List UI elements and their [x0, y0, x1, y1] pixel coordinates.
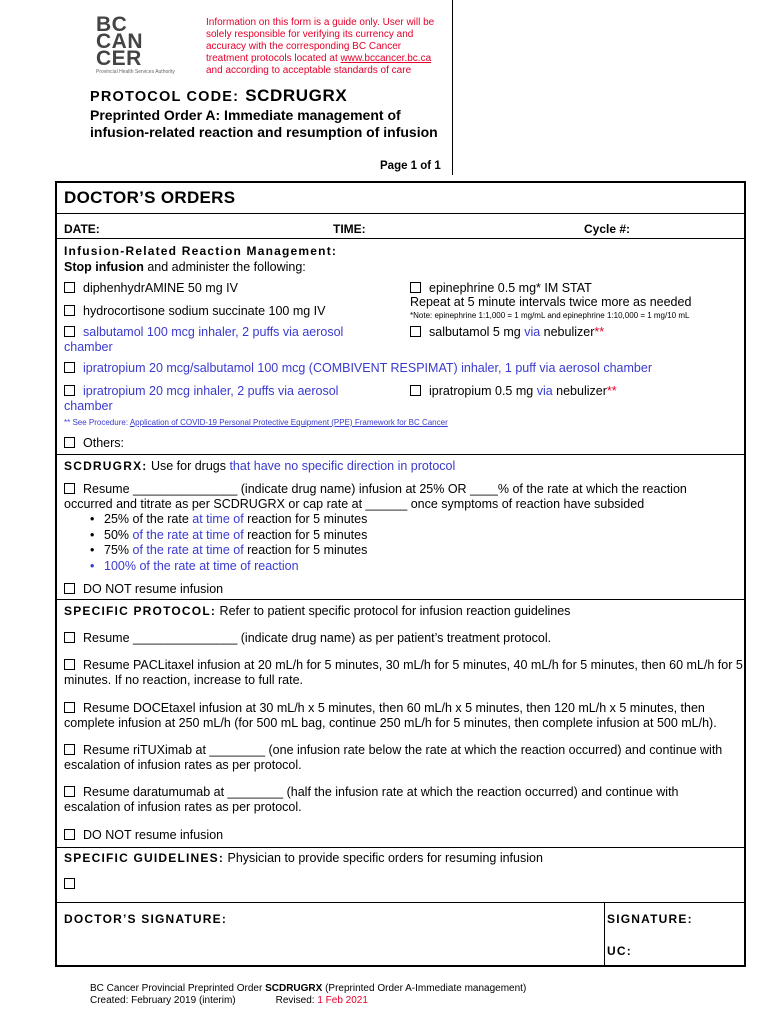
ipratropium-inhaler-option[interactable]	[64, 384, 364, 414]
footer-revised-label: Revised:	[275, 995, 318, 1006]
combivent-option[interactable]	[64, 361, 652, 376]
divider	[57, 599, 744, 600]
guidelines-option[interactable]	[64, 877, 83, 892]
logo-line: BC	[96, 13, 128, 36]
checkbox[interactable]	[64, 659, 75, 670]
protocol-donot-option[interactable]	[64, 828, 223, 843]
titration-list	[86, 512, 367, 574]
list-item	[86, 559, 367, 575]
docetaxel-option[interactable]	[64, 701, 744, 731]
logo-subtitle: Provincial Health Services Authority	[96, 69, 175, 75]
signature-divider	[604, 902, 605, 966]
list-item-text: 50%	[104, 527, 133, 542]
option-label: ipratropium 20 mcg/salbutamol 100 mcg (COMBIVENT RESPIMAT) inhaler, 1 puff via aerosol chamber	[83, 361, 652, 375]
daratumumab-option[interactable]	[64, 785, 704, 815]
paclitaxel-option[interactable]	[64, 658, 744, 688]
logo-line: CAN	[96, 30, 143, 53]
checkbox[interactable]	[410, 326, 421, 337]
stop-infusion-rest: and administer the following:	[143, 260, 306, 274]
uc-field[interactable]: UC:	[607, 944, 632, 958]
option-label: diphenhydrAMINE 50 mg IV	[83, 281, 238, 295]
scdrugrx-heading-row	[64, 459, 455, 474]
list-item-blue: at time of	[192, 512, 244, 526]
scdrugrx-donot-option[interactable]	[64, 582, 223, 597]
disclaimer-tail: and according to acceptable standards of care	[206, 65, 412, 76]
checkbox[interactable]	[64, 326, 75, 337]
checkbox[interactable]	[64, 632, 75, 643]
option-label-tail: nebulizer	[540, 325, 595, 339]
option-label-via: via	[536, 384, 553, 398]
specific-protocol-desc: Refer to patient specific protocol for infusion reaction guidelines	[216, 604, 571, 618]
procedure-note	[64, 418, 448, 427]
checkbox[interactable]	[64, 483, 75, 494]
protocol-code-label: PROTOCOL CODE:	[90, 89, 240, 105]
footnote-stars: **	[594, 325, 605, 339]
specific-protocol-heading: SPECIFIC PROTOCOL:	[64, 604, 217, 618]
salbutamol-inhaler-option[interactable]	[64, 325, 364, 355]
list-item	[86, 528, 367, 544]
doctor-signature-field[interactable]: DOCTOR’S SIGNATURE:	[64, 912, 228, 926]
procedure-link[interactable]: Application of COVID-19 Personal Protective Equipment (PPE) Framework for BC Cancer	[129, 418, 448, 427]
scdrugrx-desc-blue: that have no specific direction in protocol	[229, 459, 456, 473]
list-item-tail: reaction for 5 minutes	[243, 527, 368, 542]
list-item-tail: reaction for 5 minutes	[243, 512, 368, 526]
option-label: Others:	[83, 436, 124, 450]
checkbox[interactable]	[64, 702, 75, 713]
footer-revised-date: 1 Feb 2021	[317, 995, 368, 1006]
specific-guidelines-heading: SPECIFIC GUIDELINES:	[64, 851, 225, 865]
procedure-note-label: ** See Procedure:	[64, 418, 130, 427]
checkbox[interactable]	[64, 282, 75, 293]
ipratropium-nebulizer-option[interactable]	[410, 384, 617, 399]
option-label: salbutamol 5 mg	[429, 325, 525, 339]
option-label: ipratropium 0.5 mg	[429, 384, 537, 398]
option-label: Resume _______________ (indicate drug name) infusion at 25% OR ____% of the rate at which the reaction occurred and titrate as per SCDRUGRX or cap rate at ______ once symptoms of reaction have subsided	[64, 482, 687, 511]
header-divider	[452, 0, 453, 175]
option-label: ipratropium 20 mcg inhaler, 2 puffs via aerosol chamber	[64, 384, 339, 413]
checkbox[interactable]	[64, 786, 75, 797]
footer-line-1	[90, 983, 526, 995]
divider	[57, 454, 744, 455]
reaction-heading: Infusion-Related Reaction Management:	[64, 244, 338, 258]
option-label-tail: nebulizer	[552, 384, 607, 398]
others-option[interactable]	[64, 436, 124, 451]
option-label: DO NOT resume infusion	[83, 828, 224, 842]
rituximab-option[interactable]	[64, 743, 740, 773]
doctors-orders-title: DOCTOR’S ORDERS	[64, 188, 236, 207]
disclaimer-text: Information on this form is a guide only. User will be solely responsible for verifying its currency and accuracy with the corresponding BC Cancer treatment protocols located at	[206, 17, 435, 64]
bc-cancer-logo	[96, 13, 175, 76]
list-item	[86, 512, 367, 528]
option-label: Resume _______________ (indicate drug name) as per patient’s treatment protocol.	[83, 631, 552, 645]
signature-field[interactable]: SIGNATURE:	[607, 912, 693, 926]
list-item-blue: of the rate at time of	[132, 527, 244, 542]
order-title: Preprinted Order A: Immediate management of infusion-related reaction and resumption of infusion	[90, 107, 438, 140]
list-item-tail: reaction for 5 minutes	[243, 543, 368, 557]
option-label: epinephrine 0.5 mg* IM STAT	[429, 281, 592, 295]
hydrocortisone-option[interactable]	[64, 304, 326, 319]
salbutamol-nebulizer-option[interactable]	[410, 325, 604, 340]
scdrugrx-desc: Use for drugs	[147, 459, 230, 473]
stop-infusion-bold: Stop infusion	[64, 260, 144, 274]
bccancer-link[interactable]: www.bccancer.bc.ca	[340, 53, 432, 64]
specific-guidelines-heading-row	[64, 851, 543, 866]
specific-guidelines-desc: Physician to provide specific orders for resuming infusion	[224, 851, 543, 865]
option-label-via: via	[524, 325, 541, 339]
option-label: Resume daratumumab at ________ (half the infusion rate at which the reaction occurred) and continue with escalation of infusion rates as per protocol.	[64, 785, 679, 814]
option-label: salbutamol 100 mcg inhaler, 2 puffs via aerosol chamber	[64, 325, 344, 354]
checkbox[interactable]	[64, 385, 75, 396]
epinephrine-note: *Note: epinephrine 1:1,000 = 1 mg/mL and epinephrine 1:10,000 = 1 mg/10 mL	[410, 311, 690, 320]
checkbox[interactable]	[64, 878, 75, 889]
footnote-stars: **	[606, 384, 617, 398]
checkbox[interactable]	[64, 829, 75, 840]
option-label: Resume riTUXimab at ________ (one infusion rate below the rate at which the reaction occurred) and continue with escalation of infusion rates as per protocol.	[64, 743, 723, 772]
option-label: Resume DOCEtaxel infusion at 30 mL/h x 5 minutes, then 60 mL/h x 5 minutes, then 120 mL/h x 5 minutes, then complete infusion at 250 mL/h (for 500 mL bag, continue 250 mL/h for 5 minutes, then complete infusion at 500 mL/h).	[64, 701, 717, 730]
epinephrine-option[interactable]	[410, 281, 592, 296]
divider	[57, 213, 744, 214]
date-field[interactable]: DATE:	[64, 222, 100, 236]
time-field[interactable]: TIME:	[333, 222, 366, 236]
protocol-code-value: SCDRUGRX	[245, 86, 348, 105]
logo-line: CER	[96, 47, 142, 70]
list-item-text: 100% of the rate at time of reaction	[104, 558, 299, 573]
divider	[57, 847, 744, 848]
divider	[57, 238, 744, 239]
footer-line-2	[90, 995, 526, 1007]
checkbox[interactable]	[64, 305, 75, 316]
option-label: Resume PACLitaxel infusion at 20 mL/h for 5 minutes, 30 mL/h for 5 minutes, 40 mL/h for 5 minutes, then 60 mL/h for 5 minutes. If no reaction, increase to full rate.	[64, 658, 743, 687]
protocol-code	[90, 86, 347, 106]
footer-created: Created: February 2019 (interim)	[90, 995, 236, 1006]
checkbox[interactable]	[410, 385, 421, 396]
divider	[57, 902, 744, 903]
scdrugrx-resume-option[interactable]	[64, 482, 704, 512]
list-item-text: 25% of the rate	[104, 512, 193, 526]
stop-infusion-text	[64, 260, 306, 275]
footer-code: SCDRUGRX	[265, 983, 323, 994]
footer-text-tail: (Preprinted Order A-Immediate management)	[322, 983, 527, 994]
cycle-field[interactable]: Cycle #:	[584, 222, 631, 236]
scdrugrx-heading: SCDRUGRX:	[64, 459, 148, 473]
checkbox[interactable]	[64, 362, 75, 373]
footer-text: BC Cancer Provincial Preprinted Order	[90, 983, 266, 994]
checkbox[interactable]	[410, 282, 421, 293]
diphenhydramine-option[interactable]	[64, 281, 238, 296]
list-item-blue: of the rate at time of	[132, 543, 244, 557]
checkbox[interactable]	[64, 583, 75, 594]
protocol-resume-option[interactable]	[64, 631, 740, 646]
page-number: Page 1 of 1	[380, 160, 441, 172]
epinephrine-repeat: Repeat at 5 minute intervals twice more as needed	[410, 295, 692, 309]
footer	[90, 983, 526, 1007]
option-label: DO NOT resume infusion	[83, 582, 224, 596]
checkbox[interactable]	[64, 437, 75, 448]
list-item	[86, 543, 367, 559]
option-label: hydrocortisone sodium succinate 100 mg IV	[83, 304, 326, 318]
disclaimer	[206, 17, 446, 77]
specific-protocol-heading-row	[64, 604, 570, 619]
checkbox[interactable]	[64, 744, 75, 755]
list-item-text: 75%	[104, 543, 133, 557]
